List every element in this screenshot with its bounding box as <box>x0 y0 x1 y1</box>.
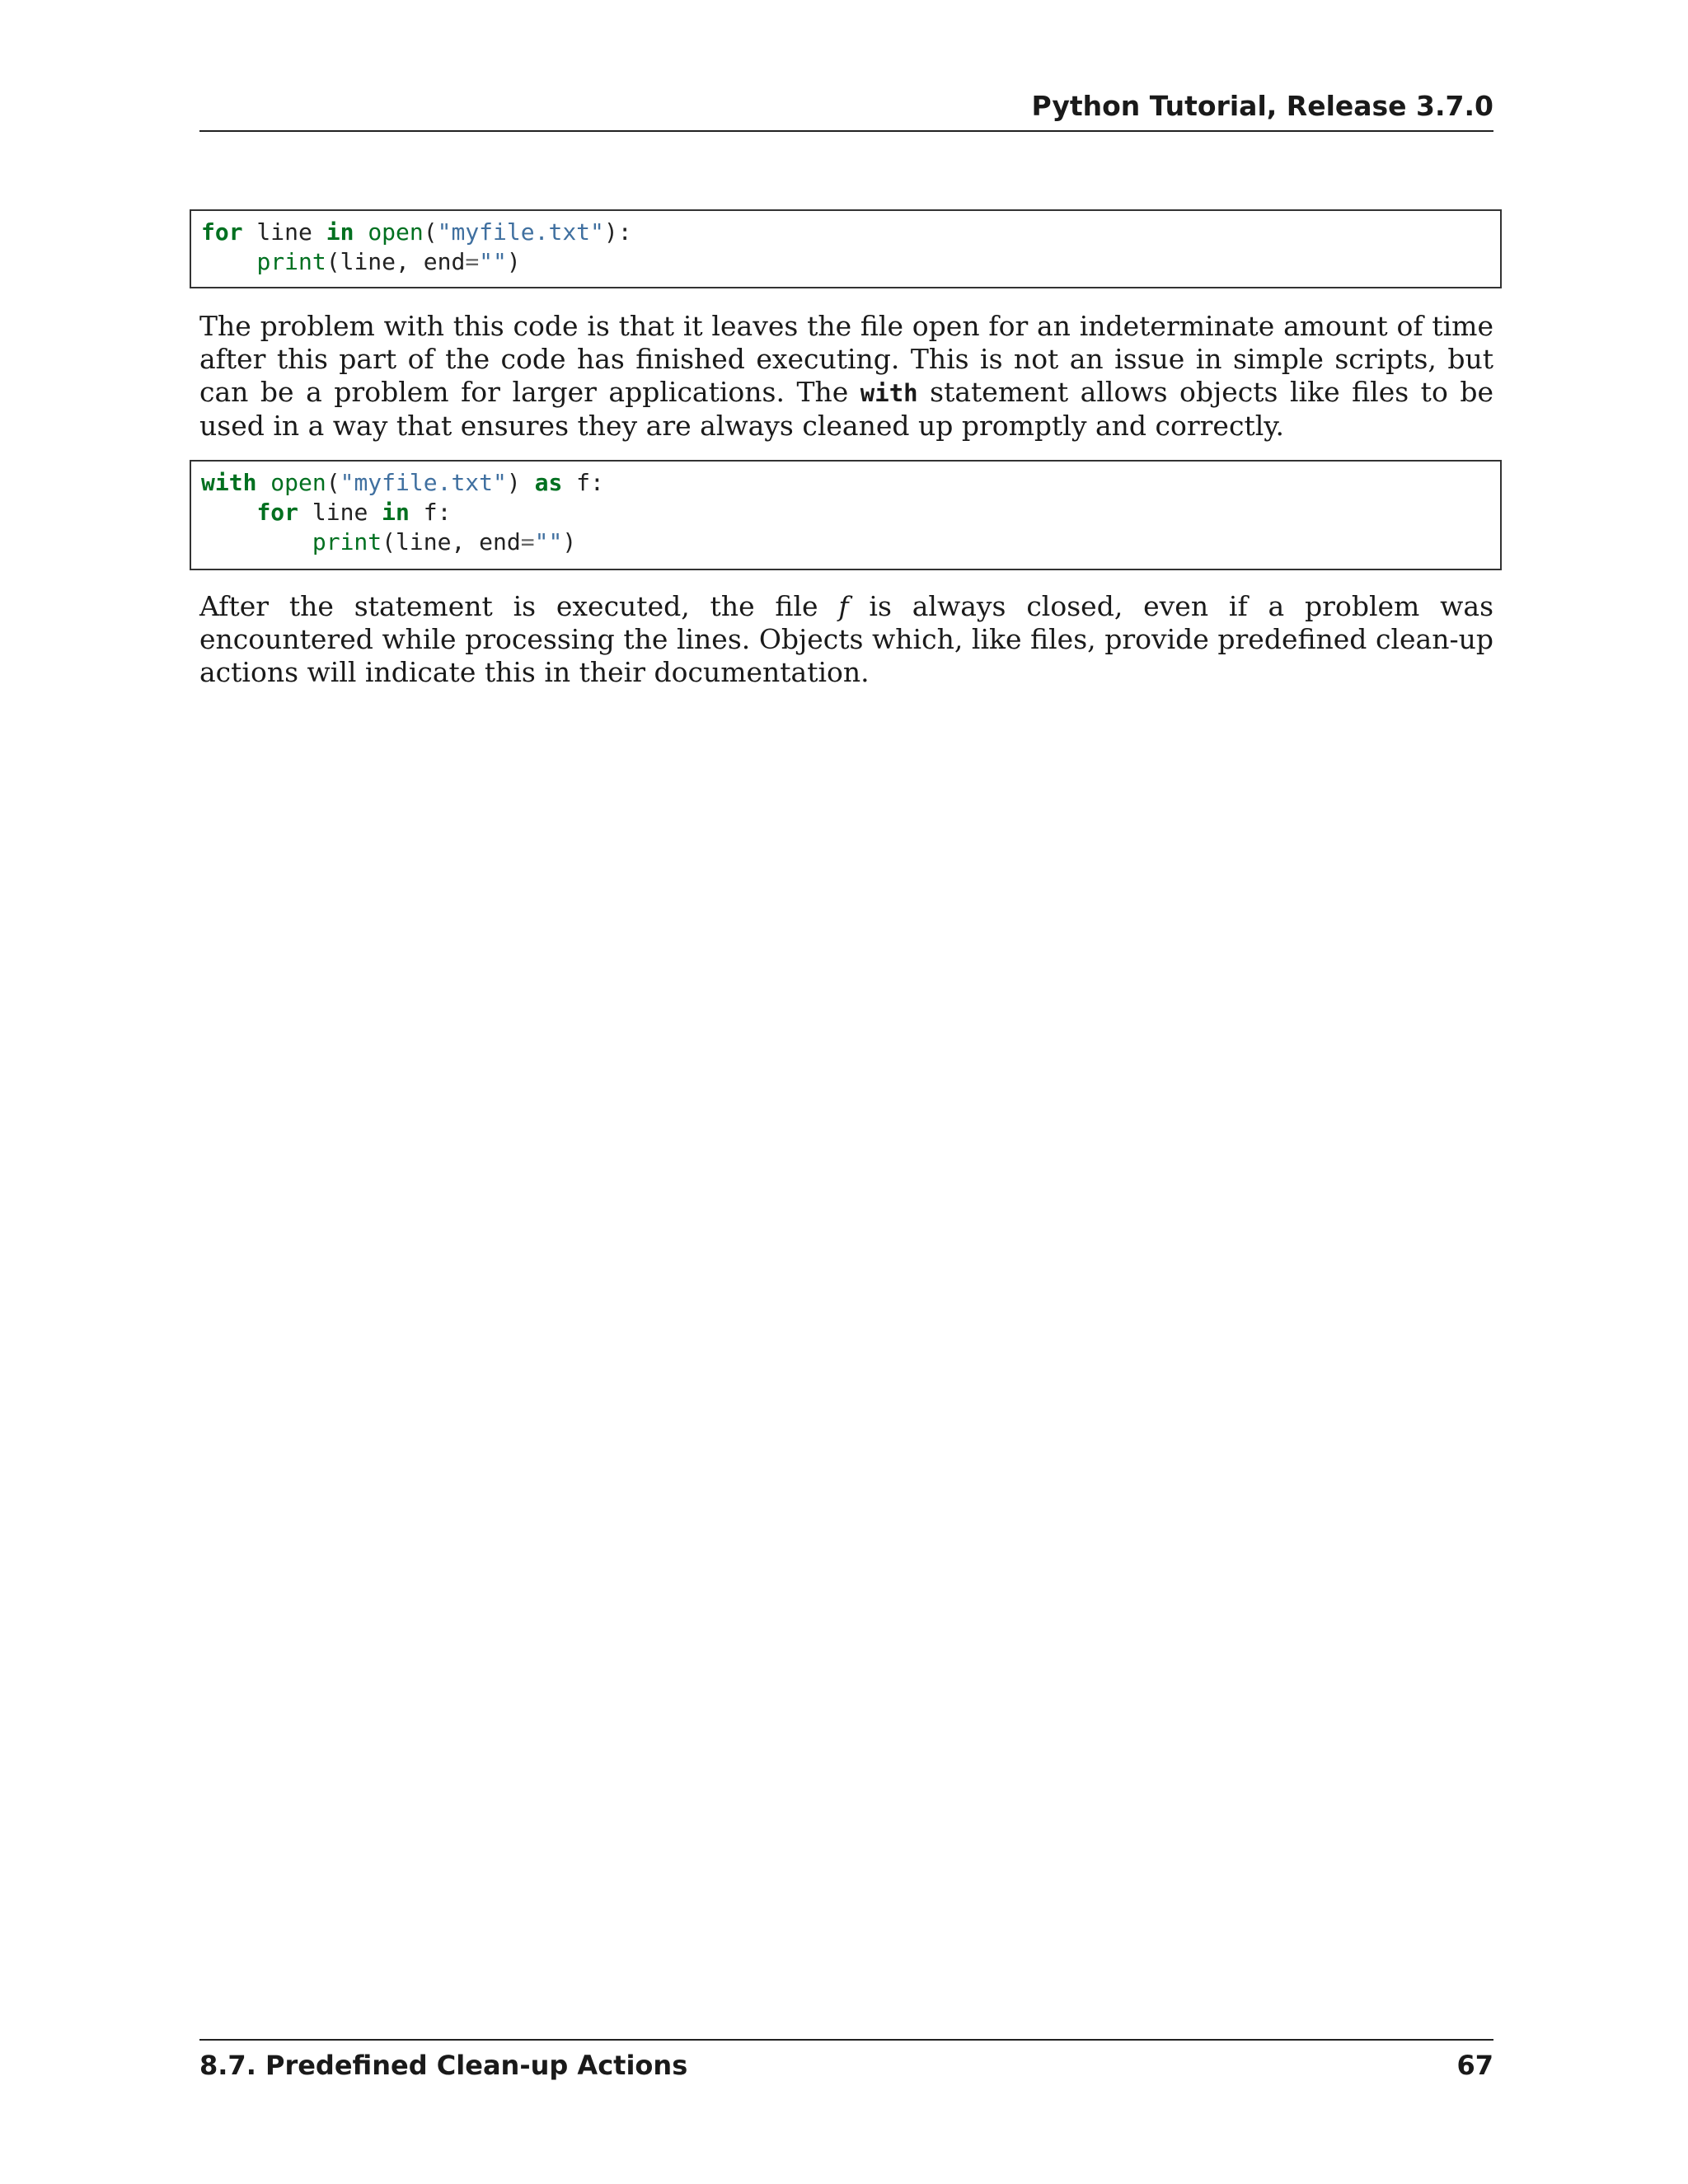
paragraph-text: After the statement is executed, the file <box>199 590 839 622</box>
code-builtin: open <box>270 469 326 496</box>
footer-section-title: 8.7. Predefined Clean-up Actions <box>199 2050 688 2081</box>
paragraph-text: statement allows objects like files to be used in a way that ensures they are always cleaned up promptly and correctly. <box>199 376 1493 442</box>
code-builtin: open <box>368 218 424 246</box>
code-token: (line, end <box>326 248 466 275</box>
code-keyword: with <box>201 469 257 496</box>
code-builtin: print <box>256 248 326 275</box>
code-operator: = <box>520 528 535 555</box>
paragraph-text: is always closed, even if a problem was encountered while processing the lines. Objects which, like files, provide predefined clean-up actions will indicate this in their documentation. <box>199 590 1494 688</box>
code-token: ): <box>603 218 632 246</box>
paragraph-problem <box>199 310 1493 443</box>
page-header <box>199 92 1493 132</box>
code-keyword: in <box>326 218 354 246</box>
code-token: line <box>298 499 382 526</box>
code-text <box>201 218 1490 277</box>
code-string: "" <box>479 248 507 275</box>
code-token <box>201 499 256 526</box>
paragraph-text: The problem with this code is that it leaves the file open for an indeterminate amount of time after this part of the code has finished executing. This is not an issue in simple scripts, but can be a problem for larger applications. The <box>199 310 1493 408</box>
code-token: ) <box>506 469 535 496</box>
code-keyword: for <box>201 218 243 246</box>
code-block-with-statement <box>190 460 1502 570</box>
code-token: f: <box>562 469 604 496</box>
code-token: line <box>242 218 326 246</box>
code-token <box>354 218 368 246</box>
footer-page-number: 67 <box>1456 2050 1493 2081</box>
paragraph-after-statement <box>199 590 1493 689</box>
inline-code-with: with <box>860 379 918 407</box>
code-token <box>256 469 270 496</box>
code-builtin: print <box>312 528 382 555</box>
code-string: "" <box>534 528 563 555</box>
header-title: Python Tutorial, Release 3.7.0 <box>1031 90 1493 122</box>
page-footer <box>199 2039 1493 2090</box>
code-token: (line, end <box>382 528 521 555</box>
code-token: ) <box>506 248 521 275</box>
code-string: "myfile.txt" <box>340 469 507 496</box>
code-operator: = <box>465 248 480 275</box>
code-token: ( <box>326 469 340 496</box>
code-keyword: as <box>534 469 563 496</box>
code-text <box>201 468 1490 557</box>
code-keyword: in <box>382 499 410 526</box>
inline-var-f: f <box>838 590 849 622</box>
code-block-for-loop <box>190 209 1502 288</box>
code-token: ( <box>423 218 438 246</box>
code-token <box>201 528 312 555</box>
code-token: ) <box>562 528 577 555</box>
code-token <box>201 248 256 275</box>
code-keyword: for <box>256 499 299 526</box>
code-token: f: <box>409 499 452 526</box>
code-string: "myfile.txt" <box>437 218 604 246</box>
